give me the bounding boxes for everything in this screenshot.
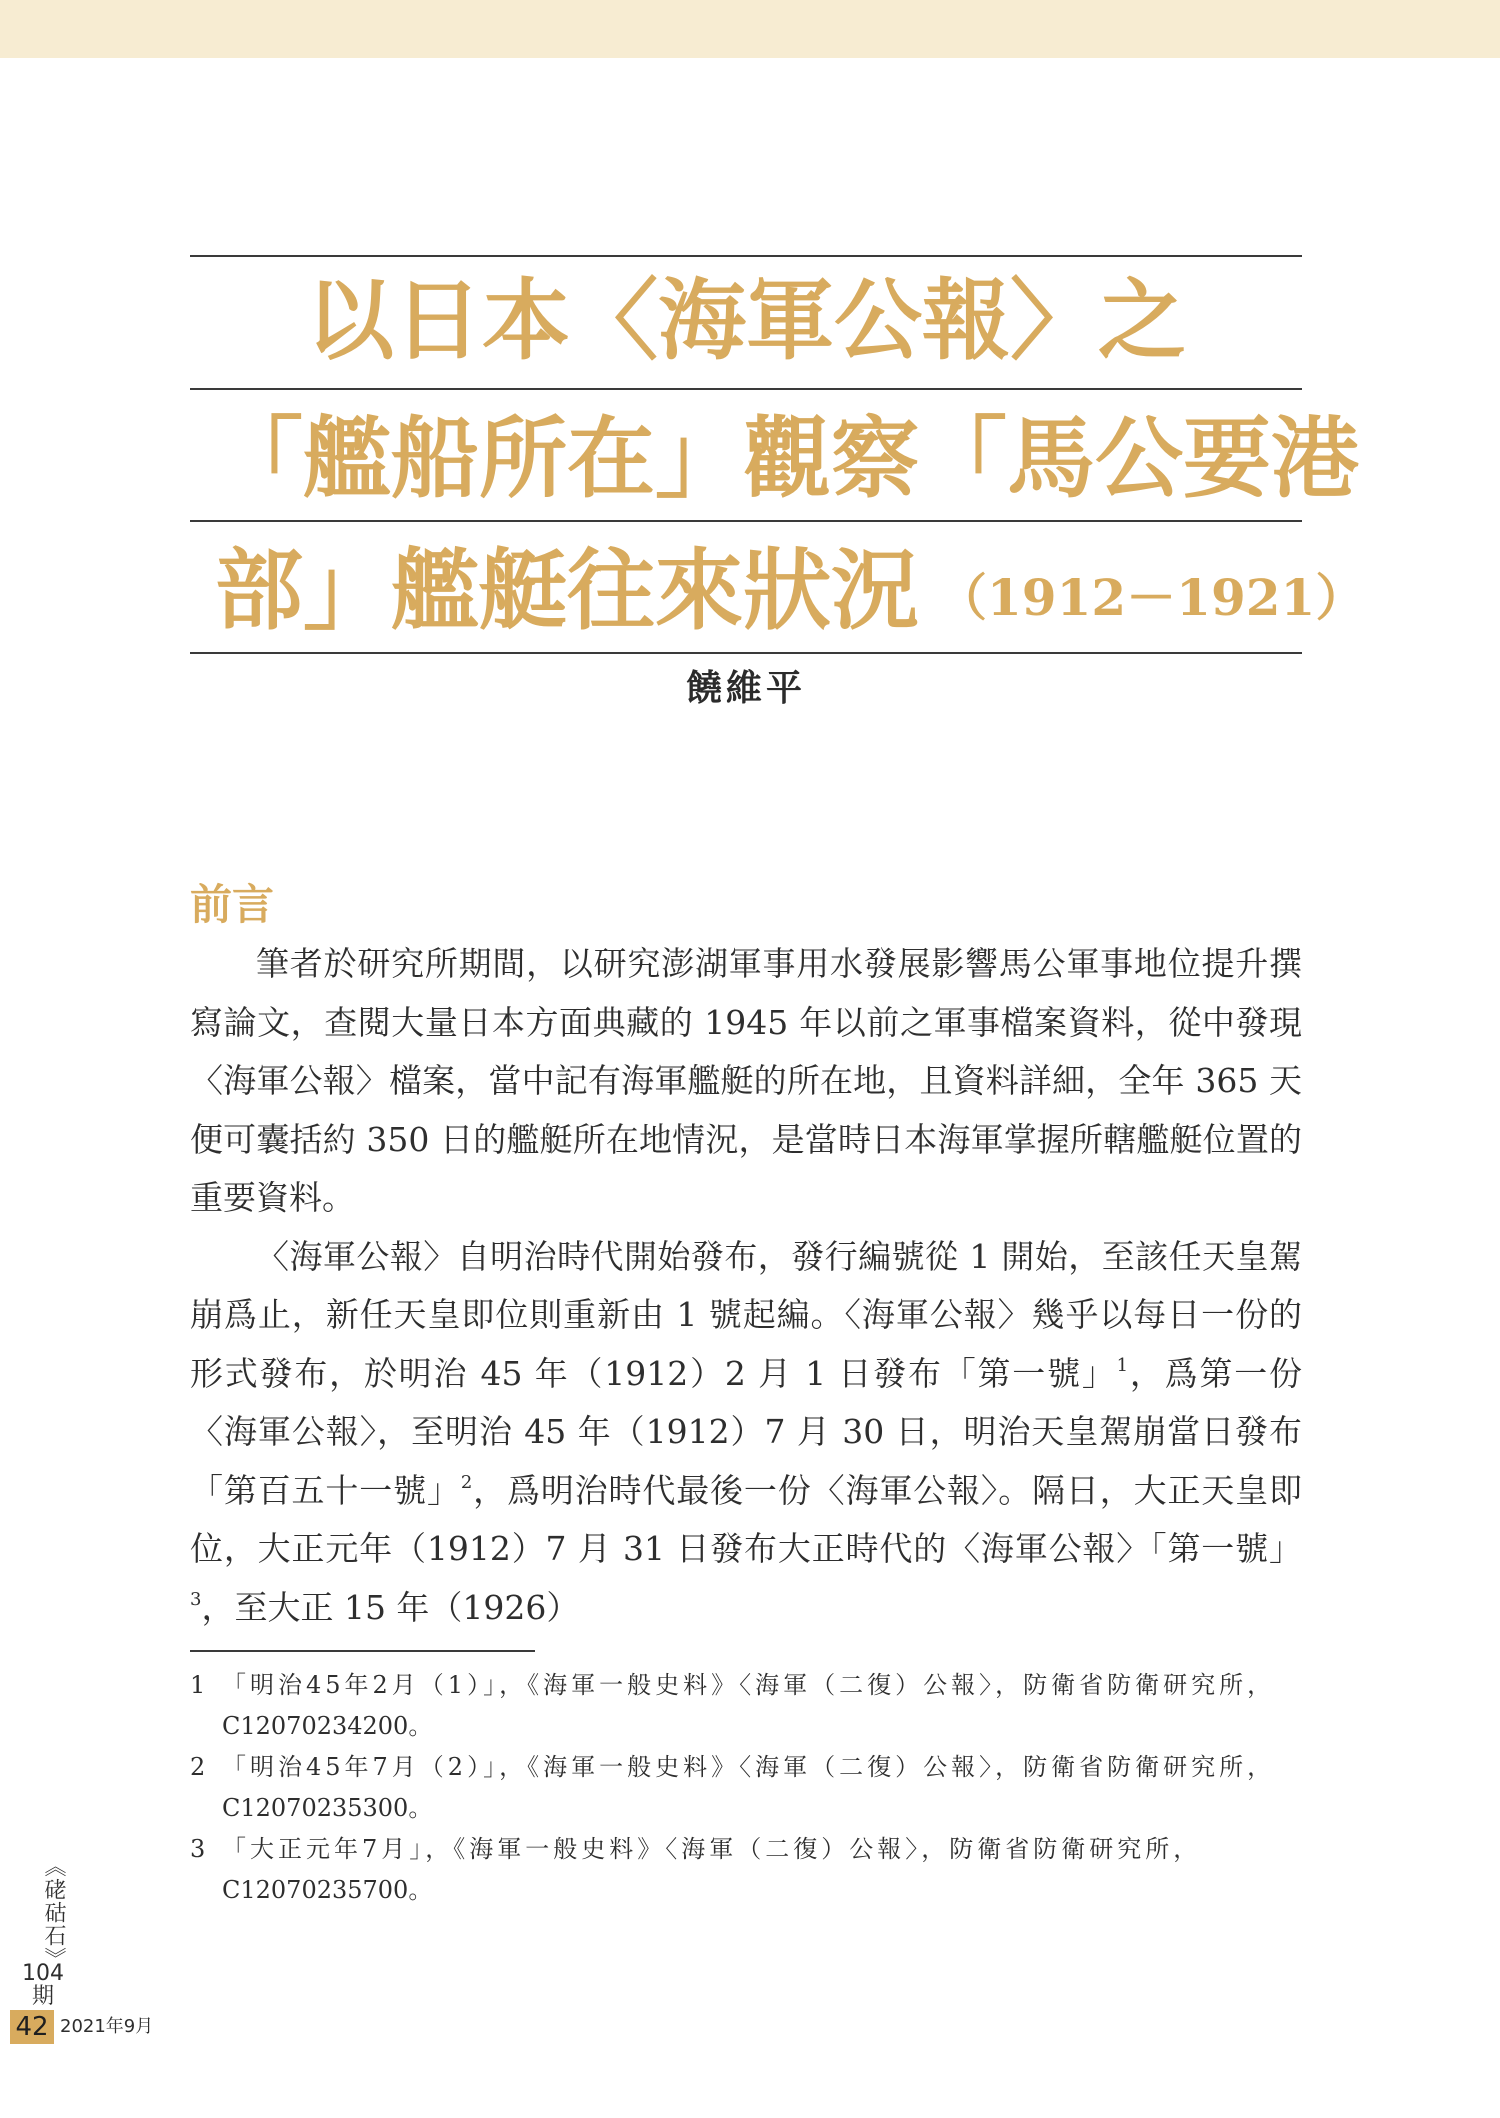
footnote-item xyxy=(190,1665,1302,1747)
page-number: 42 xyxy=(10,2010,54,2044)
paragraph-2-part-b: ，爲第一份〈海軍公報〉，至明治 45 年（1912）7 月 30 日，明治天皇駕崩當日發布「第百五十一號」 xyxy=(190,1353,1303,1510)
footnotes xyxy=(190,1665,1302,1911)
footnote-code: C12070234200。 xyxy=(222,1712,433,1740)
paragraph-1: 筆者於研究所期間，以研究澎湖軍事用水發展影響馬公軍事地位提升撰寫論文，查閱大量日本方面典藏的 1945 年以前之軍事檔案資料，從中發現〈海軍公報〉檔案，當中記有海軍艦艇的所在地，且資料詳細，全年 365 天便可囊括約 350 日的艦艇所在地情況，是當時日本海軍掌握所轄艦艇位置的重要資料。 xyxy=(190,944,1302,1217)
title-rule-top xyxy=(190,255,1302,257)
paragraph-2-part-d: ，至大正 15 年（1926） xyxy=(201,1587,580,1627)
section-heading: 前言 xyxy=(190,880,275,929)
title-rule-bottom xyxy=(190,652,1302,654)
title-years: （1912－1921） xyxy=(937,568,1366,627)
footnote-number: 3 xyxy=(190,1835,206,1863)
title-line-3-text: 部」艦艇往來狀況 xyxy=(215,538,920,642)
article-title-line-3 xyxy=(215,535,1366,653)
article-body xyxy=(190,935,1302,1637)
footnote-text-wrap xyxy=(222,1747,1302,1829)
footnote-code: C12070235700。 xyxy=(222,1876,433,1904)
author-name: 饒維平 xyxy=(685,667,806,709)
footnote-item xyxy=(190,1829,1302,1911)
top-color-band xyxy=(0,0,1500,58)
footnote-item xyxy=(190,1747,1302,1829)
issue-date: 2021年9月 xyxy=(60,2016,154,2037)
footnote-ref-3[interactable]: 3 xyxy=(190,1588,202,1610)
footnote-ref-1[interactable]: 1 xyxy=(1116,1354,1129,1376)
issue-suffix: 期 xyxy=(31,1984,54,2009)
footnote-text: 「明治45年7月（2）」，《海軍一般史料》〈海軍（二復）公報〉，防衛省防衛研究所， xyxy=(222,1753,1276,1781)
issue-label xyxy=(14,1962,72,2008)
paragraph-2-part-c: ，爲明治時代最後一份〈海軍公報〉。隔日，大正天皇即位，大正元年（1912）7 月 31 日發布大正時代的〈海軍公報〉「第一號」 xyxy=(190,1470,1303,1568)
article-title-line-1: 以日本〈海軍公報〉之 xyxy=(305,268,1186,372)
title-rule-2 xyxy=(190,388,1302,390)
footnote-text: 「大正元年7月」，《海軍一般史料》〈海軍（二復）公報〉，防衛省防衛研究所， xyxy=(222,1835,1202,1863)
footnote-text-wrap xyxy=(222,1665,1302,1747)
footnote-number: 2 xyxy=(190,1753,206,1781)
article-title-line-2: 「艦船所在」觀察「馬公要港 xyxy=(215,406,1360,510)
issue-number: 104 xyxy=(22,1961,64,1986)
footnote-number: 1 xyxy=(190,1671,206,1699)
footnote-text-wrap xyxy=(222,1829,1302,1911)
footnote-ref-2[interactable]: 2 xyxy=(460,1471,473,1493)
footnote-code: C12070235300。 xyxy=(222,1794,433,1822)
journal-name-vertical: 《硓𥑮石》 xyxy=(41,1855,66,1970)
paragraph-2-part-a: 〈海軍公報〉自明治時代開始發布，發行編號從 1 開始，至該任天皇駕崩爲止，新任天皇即位則重新由 1 號起編。〈海軍公報〉幾乎以每日一份的形式發布，於明治 45 年（1912）2 月 1 日發布「第一號」 xyxy=(190,1236,1302,1393)
title-rule-3 xyxy=(190,520,1302,522)
paragraph-2 xyxy=(190,1228,1302,1638)
footnote-divider xyxy=(190,1650,535,1652)
footnote-text: 「明治45年2月（1）」，《海軍一般史料》〈海軍（二復）公報〉，防衛省防衛研究所， xyxy=(222,1671,1276,1699)
